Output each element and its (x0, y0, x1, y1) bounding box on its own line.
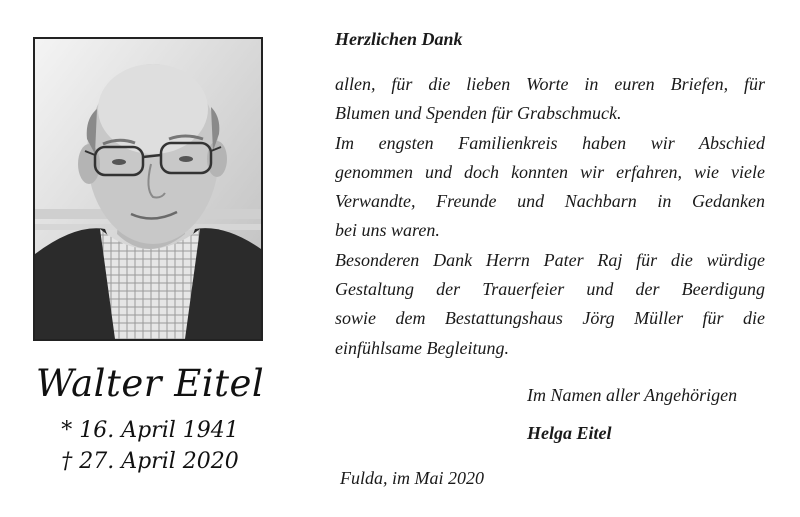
deceased-name: Walter Eitel (35, 362, 265, 405)
signer-name: Helga Eitel (527, 423, 612, 443)
death-date: † 27. April 2020 (61, 449, 239, 474)
body-line: Besonderen Dank Herrn Pater Raj für die würdige (335, 249, 765, 270)
closing-line: Im Namen aller Angehörigen (527, 385, 738, 405)
birth-date: * 16. April 1941 (61, 418, 239, 443)
body-line: sowie dem Bestattungshaus Jörg Müller für die (335, 308, 765, 329)
notice-heading: Herzlichen Dank (335, 29, 463, 49)
body-line: Gestaltung der Trauerfeier und der Beerdigung (335, 279, 765, 300)
body-line: einfühlsame Begleitung. (335, 337, 509, 358)
portrait-photo (33, 37, 263, 341)
body-line: Verwandte, Freunde und Nachbarn in Gedanken (335, 191, 765, 212)
body-line: bei uns waren. (335, 220, 440, 241)
notice-body (335, 70, 765, 363)
body-line: Blumen und Spenden für Grabschmuck. (335, 103, 622, 124)
body-line: Im engsten Familienkreis haben wir Abschied (335, 132, 765, 153)
body-line: genommen und doch konnten wir erfahren, wie viele (335, 161, 765, 182)
place-date: Fulda, im Mai 2020 (340, 468, 484, 488)
body-line: allen, für die lieben Worte in euren Briefen, für (335, 74, 765, 94)
